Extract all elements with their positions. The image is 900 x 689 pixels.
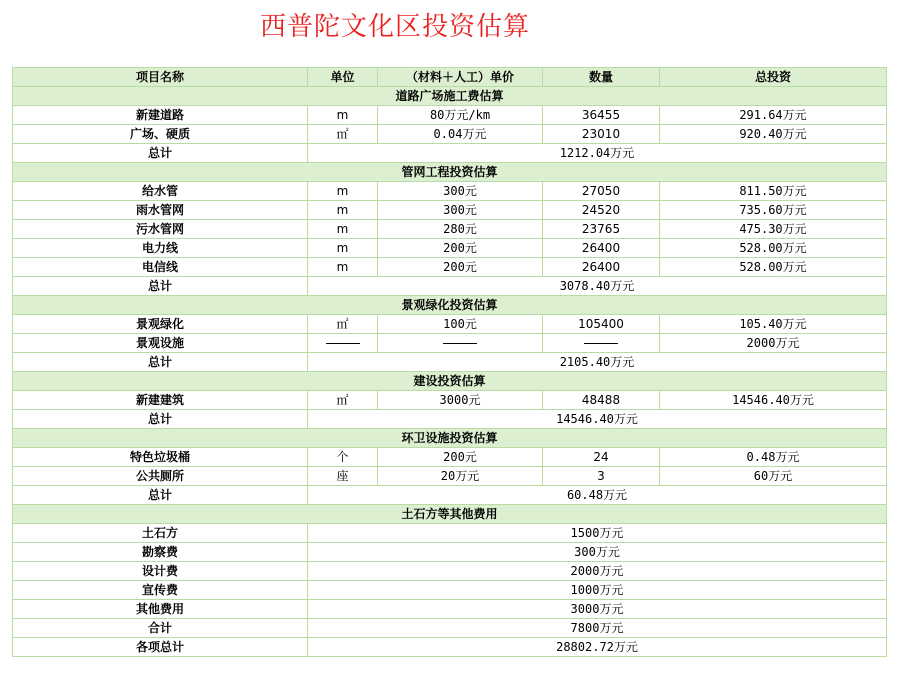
item-total: 291.64万元 [660,106,887,125]
investment-estimate-table [12,67,887,657]
item-unit: m [308,182,378,201]
subtotal-label: 总计 [13,486,308,505]
item-unit: 个 [308,448,378,467]
table-row [13,543,887,562]
item-quantity: 23765 [543,220,660,239]
table-row [13,467,887,486]
section-title: 景观绿化投资估算 [13,296,887,315]
item-quantity: 24520 [543,201,660,220]
item-unit: ㎡ [308,391,378,410]
table-row [13,220,887,239]
item-unit: ㎡ [308,125,378,144]
item-name: 景观设施 [13,334,308,353]
item-unit-price: 300元 [378,201,543,220]
table-header-row [13,68,887,87]
subtotal-value: 14546.40万元 [308,410,887,429]
table-row [13,524,887,543]
item-name: 电信线 [13,258,308,277]
item-total: 300万元 [308,543,887,562]
item-unit-price: 300元 [378,182,543,201]
item-unit: m [308,106,378,125]
section-title: 管网工程投资估算 [13,163,887,182]
item-name: 公共厕所 [13,467,308,486]
item-name: 污水管网 [13,220,308,239]
item-unit: m [308,220,378,239]
item-total: 1500万元 [308,524,887,543]
section-header-row [13,505,887,524]
section-title: 建设投资估算 [13,372,887,391]
section-title: 道路广场施工费估算 [13,87,887,106]
empty-dash [584,343,618,344]
subtotal-label: 总计 [13,144,308,163]
section-header-row [13,429,887,448]
empty-dash [326,343,360,344]
item-name: 雨水管网 [13,201,308,220]
table-row [13,448,887,467]
subtotal-row [13,486,887,505]
column-header: 单位 [308,68,378,87]
section-header-row [13,296,887,315]
table-row [13,106,887,125]
item-unit-price: 3000元 [378,391,543,410]
table-row [13,581,887,600]
item-total: 735.60万元 [660,201,887,220]
section-title: 环卫设施投资估算 [13,429,887,448]
item-name: 土石方 [13,524,308,543]
item-total: 28802.72万元 [308,638,887,657]
item-total: 528.00万元 [660,239,887,258]
subtotal-value: 3078.40万元 [308,277,887,296]
subtotal-row [13,277,887,296]
item-name: 其他费用 [13,600,308,619]
table-row [13,239,887,258]
item-name: 设计费 [13,562,308,581]
column-header: 项目名称 [13,68,308,87]
item-quantity: 3 [543,467,660,486]
item-unit-price [378,334,543,353]
table-row [13,619,887,638]
item-quantity: 26400 [543,258,660,277]
item-name: 电力线 [13,239,308,258]
item-unit-price: 200元 [378,448,543,467]
item-total: 7800万元 [308,619,887,638]
item-unit-price: 100元 [378,315,543,334]
item-name: 广场、硬质 [13,125,308,144]
item-quantity: 27050 [543,182,660,201]
column-header: 数量 [543,68,660,87]
item-unit: m [308,258,378,277]
item-quantity: 24 [543,448,660,467]
item-total: 3000万元 [308,600,887,619]
item-name: 新建道路 [13,106,308,125]
subtotal-value: 1212.04万元 [308,144,887,163]
item-unit-price: 200元 [378,239,543,258]
item-unit-price: 0.04万元 [378,125,543,144]
item-quantity: 105400 [543,315,660,334]
section-header-row [13,372,887,391]
item-total: 811.50万元 [660,182,887,201]
section-title: 土石方等其他费用 [13,505,887,524]
item-name: 景观绿化 [13,315,308,334]
item-quantity [543,334,660,353]
item-unit [308,334,378,353]
section-header-row [13,87,887,106]
subtotal-label: 总计 [13,410,308,429]
table-row [13,600,887,619]
item-unit-price: 20万元 [378,467,543,486]
item-unit: m [308,201,378,220]
item-name: 新建建筑 [13,391,308,410]
column-header: （材料＋人工）单价 [378,68,543,87]
subtotal-label: 总计 [13,353,308,372]
table-row [13,258,887,277]
subtotal-row [13,144,887,163]
item-total: 0.48万元 [660,448,887,467]
table-row [13,125,887,144]
item-total: 920.40万元 [660,125,887,144]
subtotal-row [13,410,887,429]
item-quantity: 48488 [543,391,660,410]
item-total: 60万元 [660,467,887,486]
subtotal-value: 2105.40万元 [308,353,887,372]
item-unit: ㎡ [308,315,378,334]
item-total: 1000万元 [308,581,887,600]
item-quantity: 26400 [543,239,660,258]
item-unit-price: 280元 [378,220,543,239]
table-row [13,334,887,353]
item-unit-price: 80万元/km [378,106,543,125]
item-total: 2000万元 [308,562,887,581]
table-row [13,638,887,657]
item-name: 合计 [13,619,308,638]
table-row [13,315,887,334]
item-total: 475.30万元 [660,220,887,239]
item-total: 105.40万元 [660,315,887,334]
item-name: 勘察费 [13,543,308,562]
table-row [13,182,887,201]
subtotal-label: 总计 [13,277,308,296]
column-header: 总投资 [660,68,887,87]
item-quantity: 36455 [543,106,660,125]
section-header-row [13,163,887,182]
table-row [13,391,887,410]
item-quantity: 23010 [543,125,660,144]
item-total: 528.00万元 [660,258,887,277]
item-name: 各项总计 [13,638,308,657]
item-total: 14546.40万元 [660,391,887,410]
table-row [13,562,887,581]
subtotal-row [13,353,887,372]
page-title: 西普陀文化区投资估算 [259,12,530,42]
empty-dash [443,343,477,344]
item-unit: m [308,239,378,258]
item-total: 2000万元 [660,334,887,353]
item-name: 宣传费 [13,581,308,600]
item-unit-price: 200元 [378,258,543,277]
subtotal-value: 60.48万元 [308,486,887,505]
item-unit: 座 [308,467,378,486]
table-row [13,201,887,220]
item-name: 特色垃圾桶 [13,448,308,467]
item-name: 给水管 [13,182,308,201]
